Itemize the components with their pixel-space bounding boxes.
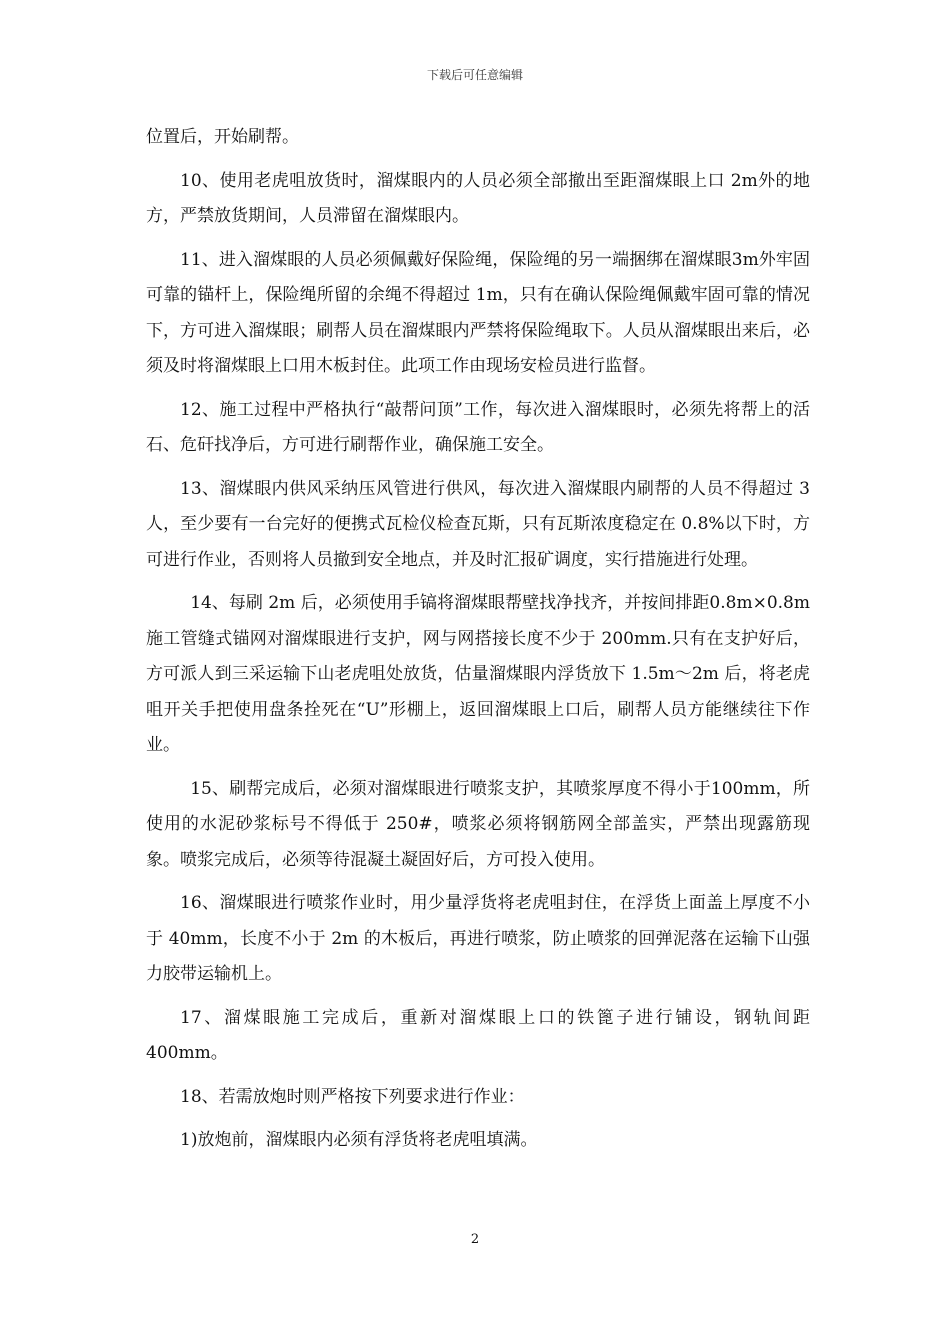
page-number: 2: [470, 1232, 480, 1247]
paragraph-10: 1)放炮前，溜煤眼内必须有浮货将老虎咀填满。: [180, 1130, 538, 1150]
paragraph-8: 17、溜煤眼施工完成后，重新对溜煤眼上口的铁篦子进行铺设，钢轨间距400mm。: [146, 1007, 810, 1063]
paragraph-2: 11、进入溜煤眼的人员必须佩戴好保险绳，保险绳的另一端捆绑在溜煤眼3m外牢固可靠的锚杆上，保险绳所留的余绳不得超过 1m，只有在确认保险绳佩戴牢固可靠的情况下，方可进入溜煤眼；刷帮人员在溜煤眼内严禁将保险绳取下。人员从溜煤眼出来后，必须及时将溜煤眼上口用木板封住。此项工作由现场安检员进行监督。: [146, 249, 810, 376]
paragraph-9: 18、若需放炮时则严格按下列要求进行作业：: [180, 1086, 525, 1107]
paragraph-7: 16、溜煤眼进行喷浆作业时，用少量浮货将老虎咀封住，在浮货上面盖上厚度不小于 40mm，长度不小于 2m 的木板后，再进行喷浆，防止喷浆的回弹泥落在运输下山强力胶带运输机上。: [146, 893, 810, 984]
page-header: 下载后可任意编辑: [426, 68, 523, 82]
paragraph-0: 位置后，开始刷帮。: [146, 127, 299, 147]
paragraph-1: 10、使用老虎咀放货时，溜煤眼内的人员必须全部撤出至距溜煤眼上口 2m外的地方，严禁放货期间，人员滞留在溜煤眼内。: [146, 170, 810, 226]
paragraph-5: 14、每刷 2m 后，必须使用手镐将溜煤眼帮壁找净找齐，并按间排距0.8m×0.8m 施工管缝式锚网对溜煤眼进行支护，网与网搭接长度不少于 200mm.只有在支护好后，方可派人到三采运输下山老虎咀处放货，估量溜煤眼内浮货放下 1.5m～2m 后，将老虎咀开关手把使用盘条拴死在“U”形棚上，返回溜煤眼上口后，刷帮人员方能继续往下作业。: [146, 593, 810, 755]
document-body: [146, 120, 810, 1159]
paragraph-3: 12、施工过程中严格执行“敲帮问顶”工作，每次进入溜煤眼时，必须先将帮上的活石、危矸找净后，方可进行刷帮作业，确保施工安全。: [146, 399, 810, 455]
paragraph-4: 13、溜煤眼内供风采纳压风管进行供风，每次进入溜煤眼内刷帮的人员不得超过 3 人，至少要有一台完好的便携式瓦检仪检查瓦斯，只有瓦斯浓度稳定在 0.8%以下时，方可进行作业，否则将人员撤到安全地点，并及时汇报矿调度，实行措施进行处理。: [146, 478, 810, 570]
paragraph-6: 15、刷帮完成后，必须对溜煤眼进行喷浆支护，其喷浆厚度不得小于100mm，所使用的水泥砂浆标号不得低于 250#，喷浆必须将钢筋网全部盖实，严禁出现露筋现象。喷浆完成后，必须等待混凝土凝固好后，方可投入使用。: [146, 778, 810, 870]
